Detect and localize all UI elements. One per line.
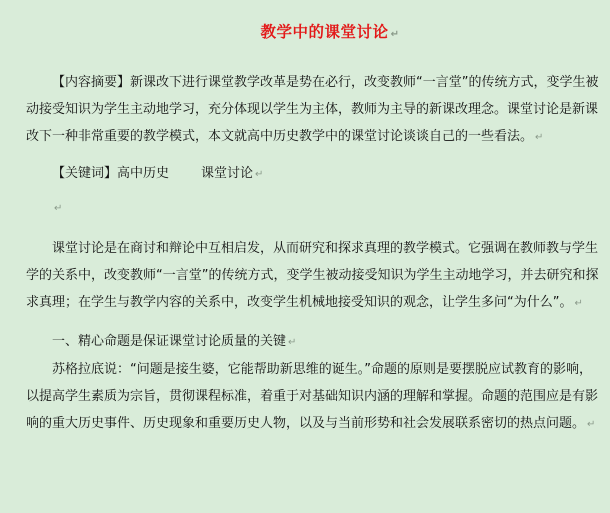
empty-paragraph <box>26 196 604 223</box>
document-title <box>26 21 604 43</box>
title-text: 教学中的课堂讨论 <box>260 23 389 41</box>
keyword-item: 课堂讨论 <box>201 166 254 181</box>
return-mark: ↵ <box>255 169 264 180</box>
keywords-label: 【关键词】 <box>52 166 118 181</box>
section-paragraph <box>26 356 604 438</box>
return-mark: ↵ <box>288 337 297 348</box>
section-paragraph-text: 苏格拉底说：“问题是接生婆，它能帮助新思维的诞生。”命题的原则是要摆脱应试教育的影响，以提高学生素质为宗旨，贯彻课程标准，着重于对基础知识内涵的理解和掌握。命题的范围应是有影响的重大历史事件、历史现象和重要历史人物，以及与当前形势和社会发展联系密切的热点问题。 <box>26 362 599 431</box>
return-mark: ↵ <box>54 203 63 214</box>
keywords-paragraph <box>26 160 604 188</box>
abstract-label: 【内容摘要】 <box>52 75 131 90</box>
return-mark: ↵ <box>390 29 400 40</box>
return-mark: ↵ <box>535 132 544 143</box>
section-heading-text: 一、精心命题是保证课堂讨论质量的关键 <box>52 334 287 349</box>
section-heading <box>26 328 604 356</box>
return-mark: ↵ <box>574 298 583 309</box>
abstract-text: 新课改下进行课堂教学改革是势在必行，改变教师“一言堂”的传统方式，变学生被动接受知识为学生主动地学习，充分体现以学生为主体，教师为主导的新课改理念。课堂讨论是新课改下一种非常重要的教学模式，本文就高中历史教学中的课堂讨论谈谈自己的一些看法。 <box>26 75 599 144</box>
intro-text: 课堂讨论是在商讨和辩论中互相启发，从而研究和探求真理的教学模式。它强调在教师教与学生学的关系中，改变教师“一言堂”的传统方式，变学生被动接受知识为学生主动地学习，并去研究和探求真理；在学生与教学内容的关系中，改变学生机械地接受知识的观念，让学生多问“为什么”。 <box>26 241 599 310</box>
keyword-item: 高中历史 <box>117 166 170 181</box>
intro-paragraph <box>26 235 604 317</box>
return-mark: ↵ <box>587 419 596 430</box>
abstract-paragraph <box>26 69 604 151</box>
